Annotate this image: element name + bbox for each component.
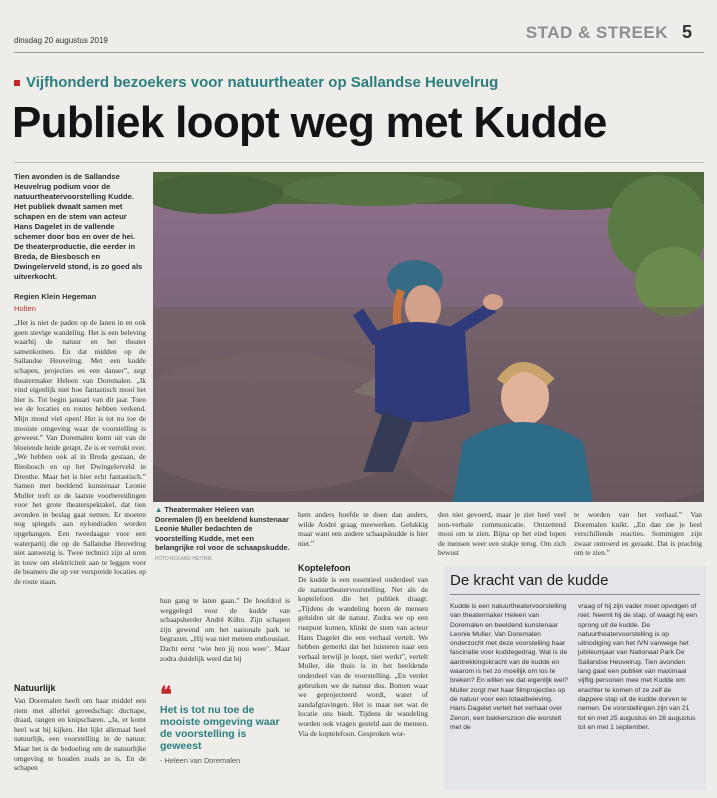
article-photo: [153, 172, 704, 502]
pull-quote: [160, 682, 290, 765]
sidebar-column-2: vraag of hij zijn vader moet opvolgen of niet. Neemt hij de stap, of waagt hij een sprong uit de kudde. De natuurtheatervoorstelling is op uitnodiging van het IVN vanwege het jubileumjaar van Nationaal Park De Sallandse Heuvelrug. Tien avonden lang gaat een publiek van maximaal vijftig personen mee met Kudde om erachter te komen of ze zelf de dappere stap uit de kudde durven te nemen. De voorstellingen zijn van 21 tot en met 25 augustus en 28 augustus tot en met 1 september.: [578, 603, 698, 731]
kicker-text: Vijfhonderd bezoekers voor natuurtheater op Sallandse Heuvelrug: [26, 74, 499, 91]
caption-text: Theatermaker Heleen van Doremalen (l) en beeldend kunstenaar Leonie Muller bedachten de voorstelling Kudde, met een belangrijke rol voor de schaapskudde.: [155, 505, 290, 553]
photo-caption: [155, 505, 290, 565]
kicker-bullet-icon: [14, 80, 20, 86]
intro-paragraph: Tien avonden is de Sallandse Heuvelrug podium voor de natuurtheatervoorstelling Kudde. Het publiek dwaalt samen met schapen en de stem van acteur Hans Dagelet in de vallende schemer door bos en over de hei. De theaterproductie, die eerder in Breda, de Biesbosch en Dwingelerveld stond, is zo goed als uitverkocht.: [14, 172, 143, 281]
headline: Publiek loopt weg met Kudde: [12, 98, 607, 147]
body-column-4: den niet gevoerd, maar je ziet heel veel non-verbale communicatie. Ontzettend mooi om te zien. Bijna op het eind lopen de mensen weer een stukje terug. Om zich bewust: [438, 510, 566, 558]
body-column-1: „Het is niet de paden op de lanen in en ook geen stevige wandeling. Het is een beleving waarbij de natuur en het theater samenkomen. En dat midden op de Sallandse Heuvelrug. Met een kudde schapen, projecties en een danser”, zegt theatermaker Heleen van Doremalen. „Ik vind eigenlijk niet hoe fantastisch mooi het hier is. Tot begin januari van dit jaar. Toen we de locaties en routes hebben verkend. Mijn mond viel open! Het is tot nu toe de mooiste omgeving waar de voorstelling is geweest.” Van Doremalen komt uit van de bloeiende heide getapt. Ze is er verrukt over. „We hebben ook al in Breda gestaan, de Biesbosch en op het Dwingelerveld in Drenthe. Maar het is hier echt fantastisch.” Samen met beeldend kunstenaar Leonie Muller treft ze de laatste voorbereidingen voor het grote theaterspektakel, dat tien avonden in beslag gaat nemen. Er moeten nog spiegels aan nylondraden worden opgehangen. Een tweedaagse voor een waterpartij die op de Sallandse Heuvelrug niet aanwezig is. Twee technici zijn al uren in touw om elektriciteit aan te leggen voor de beamers die op ver verspreide locaties op de route staan.: [14, 318, 146, 587]
info-sidebar: [444, 566, 706, 790]
body-column-5: te worden van het verhaal.” Van Doremalen knikt. „En dan zie je heel verschillende reacties. Sommigen zijn zwaar ontroerd en geraakt. Dat is prachtig om te zien.”: [574, 510, 702, 558]
body-column-1-continued: Van Doremalen heeft om haar middel een riem met allerlei gereedschap: ducttape, draad, rangen en knipscharen. „Ja, er komt heel wat bij kijken. Het lijkt allemaal heel natuurlijk, een voorstelling in de natuur. Maar het is de bedoeling om de natuurlijke omgeving te houden zoals ze is. En de schapen: [14, 696, 146, 773]
sidebar-rule: [450, 594, 700, 595]
sidebar-title: De kracht van de kudde: [450, 572, 609, 589]
quote-attribution: - Heleen van Doremalen: [160, 756, 241, 765]
photo-credit: FOTO ROLAND HEITINK: [155, 555, 213, 562]
body-column-2: hun gang te laten gaan.” De hoofdrol is weggelegd voor de kudde van schaapsherder André Kühn. Zijn schapen zijn gewend om het nationale park te begrazen. „Hij was niet meteen enthousiast. Dacht eerst ‘wie ben jij nou weer’. Maar zodra duidelijk werd dat hij: [160, 596, 290, 663]
byline: Regien Klein Hegeman: [14, 292, 97, 301]
subheading-natuurlijk: Natuurlijk: [14, 683, 56, 693]
subheading-koptelefoon: Koptelefoon: [298, 563, 351, 573]
body-column-3: hem anders hoefde te doen dan anders, wilde André graag meewerken. Gelukkig maar want een andere schaapskudde is hier niet.”: [298, 510, 428, 548]
headline-rule: [14, 162, 704, 163]
masthead-rule: [14, 52, 704, 53]
quote-mark-icon: ❝: [160, 682, 172, 707]
caption-triangle-icon: ▲: [155, 505, 163, 514]
sidebar-column-1: Kudde is een natuurtheatervoorstelling van theatermaker Heleen van Doremalen en beeldend kunstenaar Leonie Muller. Van Doremalen onderzocht met deze voorstelling haar fascinatie voor kuddegedrag. Wat is de aantrekkingskracht van de kudde en waarom is het zo moeilijk om los te breken? En willen we dat eigenlijk wel? Muller zorgt met haar filmprojecties op de natuur voor een totaalbeleving. Hans Dagelet vertelt het verhaal over Zenon, een bakkerszoon die worstelt met de: [450, 603, 568, 731]
masthead-section: STAD & STREEK: [525, 23, 668, 42]
heather-photo-illustration: [153, 172, 704, 502]
dateline: Holten: [14, 304, 36, 313]
masthead: [14, 18, 704, 52]
page-number: 5: [681, 22, 692, 42]
quote-text: Het is tot nu toe de mooiste omgeving waar de voorstelling is geweest: [160, 704, 280, 752]
kicker: [14, 74, 704, 91]
body-column-3-continued: De kudde is een essentieel onderdeel van de natuurtheatervoorstelling. Net als de koptelefoon die het publiek draagt. „Tijdens de wandeling horen de mensen geluiden uit de natuur. Zodra we op een rustpunt komen, klinkt de stem van acteur Hans Dagelet die een verhaal vertelt. We hebben gemerkt dat het luisteren naar een verhaal terwijl je loopt, niet werkt”, vertelt Muller, die thuis is in het beeldende onderdeel van de voorstelling. „En verder gebruiken we de natuur dus. Bomen waar we geprojecteerd wordt, water of zandafgravingen. Het is maar net wat de locatie ons biedt. Tijdens de wandeling worden ook vragen gesteld aan de mensen. Via de koptelefoon. Gesproken wor-: [298, 575, 428, 738]
masthead-date: dinsdag 20 augustus 2019: [14, 36, 108, 45]
